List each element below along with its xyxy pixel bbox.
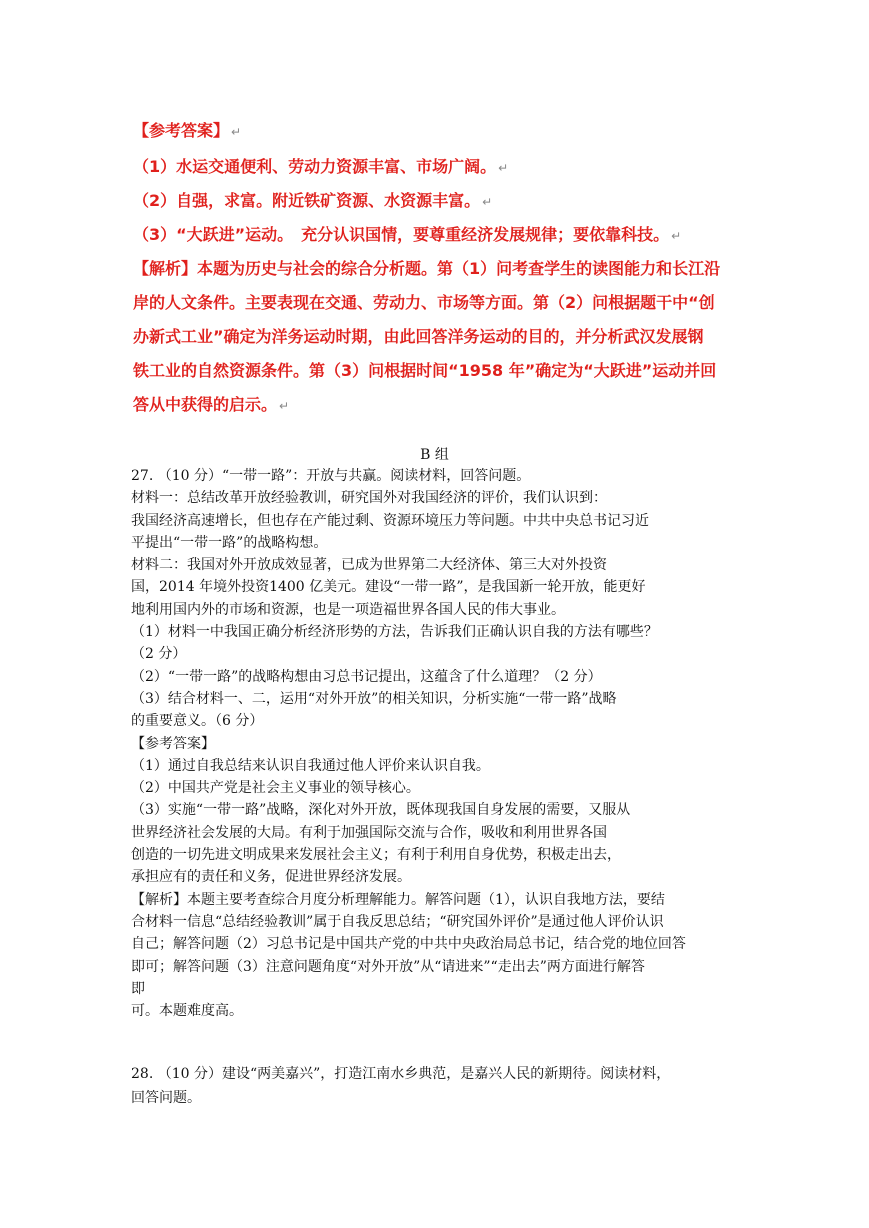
analysis-line: 岸的人文条件。主要表现在交通、劳动力、市场等方面。第（2）问根据题干中“创: [133, 293, 715, 312]
analysis-paragraph: [133, 252, 813, 422]
q27-analysis-line: 【解析】本题主要考查综合月度分析理解能力。解答问题（1），认识自我地方法，要结: [131, 891, 665, 908]
q28-line: 28. （10 分）建设“两美嘉兴”，打造江南水乡典范，是嘉兴人民的新期待。阅读材料，: [131, 1066, 671, 1082]
q27-line: （3）实施“一带一路”战略，深化对外开放，既体现我国自身发展的需要，又服从: [131, 802, 631, 819]
return-mark-icon: ↵: [671, 229, 682, 243]
q27-line: （2 分）: [131, 646, 187, 663]
q27-analysis-line: 即可；解答问题（3）注意问题角度“对外开放”从“请进来”“走出去”两方面进行解答: [131, 958, 645, 975]
analysis-line: 办新式工业”确定为洋务运动时期，由此回答洋务运动的目的，并分析武汉发展钢: [133, 327, 704, 346]
q27-analysis-line: 合材料一信息“总结经验教训”属于自我反思总结；“研究国外评价”是通过他人评价认识: [131, 913, 664, 930]
return-mark-icon: ↵: [482, 195, 493, 209]
answer-line-3: （3）“大跃进”运动。 充分认识国情，要尊重经济发展规律；要依靠科技。 ↵: [133, 225, 682, 244]
answer-line-2: （2）自强，求富。附近铁矿资源、水资源丰富。 ↵: [133, 191, 493, 210]
return-mark-icon: ↵: [279, 399, 290, 413]
q28-line: 回答问题。: [131, 1090, 201, 1106]
answer-block: [133, 112, 813, 422]
q27-line: 创造的一切先进文明成果来发展社会主义；有利于利用自身优势，积极走出去，: [131, 847, 621, 864]
q27-line: 材料二：我国对外开放成效显著，已成为世界第二大经济体、第三大对外投资: [131, 557, 607, 574]
analysis-line: 【解析】本题为历史与社会的综合分析题。第（1）问考查学生的读图能力和长江沿: [133, 259, 721, 278]
q27-analysis-line: 自己；解答问题（2）习总书记是中国共产党的中共中央政治局总书记，结合党的地位回答: [131, 936, 686, 953]
group-title: B 组: [420, 447, 449, 463]
answer-line-1: （1）水运交通便利、劳动力资源丰富、市场广阔。 ↵: [133, 157, 509, 176]
q27-line: 的重要意义。（6 分）: [131, 713, 264, 730]
analysis-line: 铁工业的自然资源条件。第（3）问根据时间“1958 年”确定为“大跃进”运动并回: [133, 361, 717, 380]
q27-line: （3）结合材料一、二，运用“对外开放”的相关知识，分析实施“一带一路”战略: [131, 690, 617, 707]
q27-analysis-line: 可。本题难度高。: [131, 1003, 243, 1020]
q27-line: 我国经济高速增长，但也存在产能过剩、资源环境压力等问题。中共中央总书记习近: [131, 512, 649, 529]
q27-line: （1）通过自我总结来认识自我通过他人评价来认识自我。: [131, 757, 490, 774]
q27-line: 国，2014 年境外投资1400 亿美元。建设“一带一路”，是我国新一轮开放，能更好: [131, 579, 646, 596]
q27-line: （1）材料一中我国正确分析经济形势的方法，告诉我们正确认识自我的方法有哪些？: [131, 624, 658, 641]
q27-answer-heading: 【参考答案】: [131, 735, 215, 752]
q27-line: （2）中国共产党是社会主义事业的领导核心。: [131, 780, 420, 797]
q27-analysis-line: 即: [131, 980, 145, 997]
answer-heading: 【参考答案】 ↵: [133, 121, 242, 140]
analysis-line: 答从中获得的启示。 ↵: [133, 395, 290, 414]
q27-line: 承担应有的责任和义务，促进世界经济发展。: [131, 869, 411, 886]
question-28: [131, 1062, 751, 1110]
return-mark-icon: ↵: [231, 125, 242, 139]
q27-line: 材料一：总结改革开放经验教训，研究国外对我国经济的评价，我们认识到：: [131, 490, 607, 507]
q27-line: 平提出“一带一路”的战略构想。: [131, 534, 328, 551]
q27-line: 地利用国内外的市场和资源，也是一项造福世界各国人民的伟大事业。: [131, 601, 565, 618]
question-27: [131, 465, 741, 1022]
return-mark-icon: ↵: [498, 161, 509, 175]
q27-line: 世界经济社会发展的大局。有利于加强国际交流与合作，吸收和利用世界各国: [131, 824, 607, 841]
q27-line: 27. （10 分）“一带一路”：开放与共赢。阅读材料，回答问题。: [131, 468, 531, 484]
q27-line: （2）“一带一路”的战略构想由习总书记提出，这蕴含了什么道理？（2 分）: [131, 668, 602, 685]
